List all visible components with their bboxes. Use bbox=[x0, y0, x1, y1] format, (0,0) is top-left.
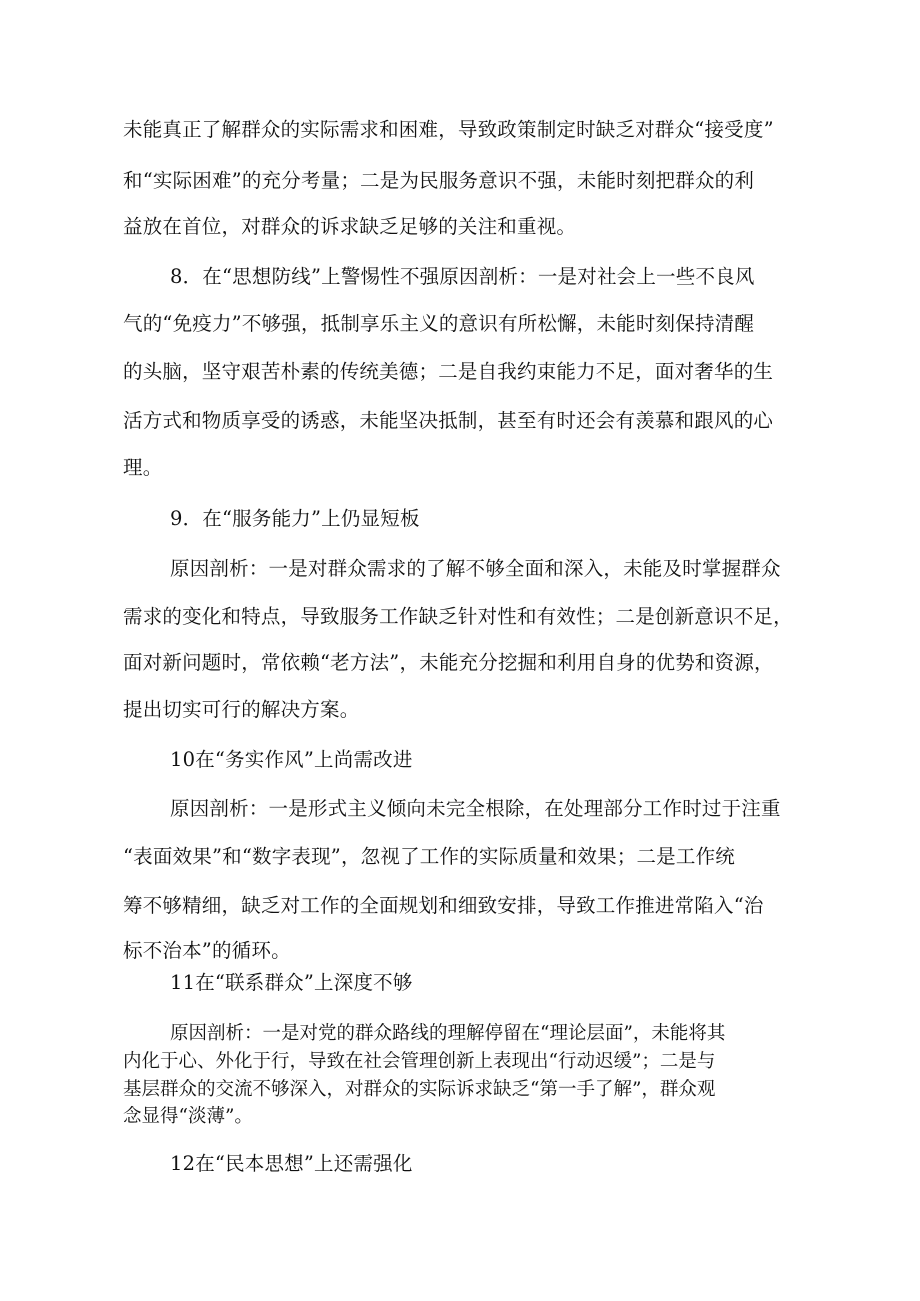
paragraph-line: 的头脑，坚守艰苦朴素的传统美德；二是自我约束能力不足，面对奢华的生 bbox=[123, 360, 774, 383]
paragraph-line: 气的“免疫力”不够强，抵制享乐主义的意识有所松懈，未能时刻保持清醒 bbox=[123, 312, 755, 335]
paragraph-line: 面对新问题时，常依赖“老方法”，未能充分挖掘和利用自身的优势和资源， bbox=[123, 651, 774, 674]
paragraph-line: 标不治本”的循环。 bbox=[123, 939, 291, 962]
section-heading-10: 10在“务实作风”上尚需改进 bbox=[170, 748, 413, 771]
paragraph-line: 需求的变化和特点，导致服务工作缺乏针对性和有效性；二是创新意识不足， bbox=[123, 605, 793, 628]
paragraph-line: 念显得“淡薄”。 bbox=[123, 1106, 253, 1127]
paragraph-line: 原因剖析：一是对群众需求的了解不够全面和深入，未能及时掌握群众 bbox=[170, 557, 781, 580]
paragraph-line: 原因剖析：一是对党的群众路线的理解停留在“理论层面”，未能将其 bbox=[170, 1023, 726, 1044]
section-heading-9: 9．在“服务能力”上仍显短板 bbox=[170, 507, 420, 530]
section-heading-11: 11在“联系群众”上深度不够 bbox=[170, 971, 413, 994]
paragraph-line: 理。 bbox=[123, 456, 163, 479]
section-heading-8: 8．在“思想防线”上警惕性不强原因剖析：一是对社会上一些不良风 bbox=[170, 265, 755, 288]
paragraph-line: 活方式和物质享受的诱惑，未能坚决抵制，甚至有时还会有羡慕和跟风的心 bbox=[123, 409, 774, 432]
paragraph-line: 和“实际困难”的充分考量；二是为民服务意识不强，未能时刻把群众的利 bbox=[123, 169, 755, 192]
paragraph-line: 未能真正了解群众的实际需求和困难，导致政策制定时缺乏对群众“接受度” bbox=[123, 118, 774, 141]
paragraph-line: 益放在首位，对群众的诉求缺乏足够的关注和重视。 bbox=[123, 215, 577, 238]
section-heading-12: 12在“民本思想”上还需强化 bbox=[170, 1152, 413, 1175]
paragraph-line: “表面效果”和“数字表现”，忽视了工作的实际质量和效果；二是工作统 bbox=[123, 845, 735, 868]
paragraph-line: 原因剖析：一是形式主义倾向未完全根除，在处理部分工作时过于注重 bbox=[170, 797, 781, 820]
paragraph-line: 基层群众的交流不够深入，对群众的实际诉求缺乏“第一手了解”，群众观 bbox=[123, 1079, 716, 1100]
paragraph-line: 内化于心、外化于行，导致在社会管理创新上表现出“行动迟缓”；二是与 bbox=[123, 1051, 716, 1072]
paragraph-line: 筹不够精细，缺乏对工作的全面规划和细致安排，导致工作推进常陷入“治 bbox=[123, 894, 764, 917]
paragraph-line: 提出切实可行的解决方案。 bbox=[123, 698, 360, 721]
